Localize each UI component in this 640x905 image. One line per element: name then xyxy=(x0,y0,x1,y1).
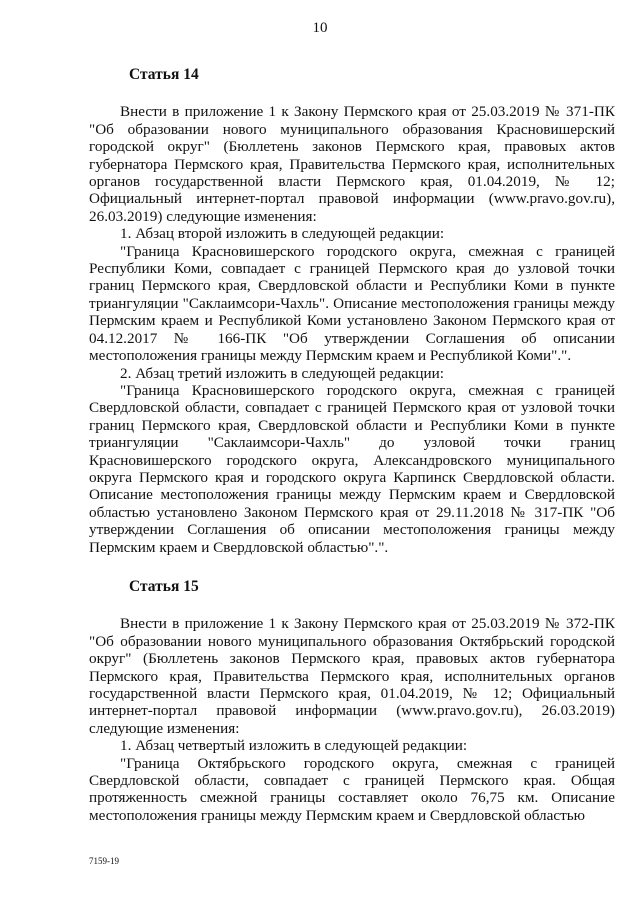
document-body xyxy=(89,66,615,824)
article-14 xyxy=(89,66,615,556)
article-15 xyxy=(89,578,615,824)
article-15-item-1-text: "Граница Октябрьского городского округа, смежная с границей Свердловской области, совпадает с границей Пермского края. Общая протяженность смежной границы составляет около 76,75 км. Описание местоположения границы между Пермским краем и Свердловской областью xyxy=(89,754,615,824)
article-14-item-2-text: "Граница Красновишерского городского округа, смежная с границей Свердловской области, совпадает с границей Пермского края от узловой точки границ Пермского края, Свердловской области и Республики Коми в пункте триангуляции "Саклаимсори-Чахль" до узловой точки границ Красновишерского городского округа, Александровского муниципального округа Пермского края и городского округа Карпинск Свердловской области. Описание местоположения границы между Пермским краем и Свердловской областью установлено Законом Пермского края от 29.11.2018 № 317-ПК "Об утверждении Соглашения об описании местоположения границы между Пермским краем и Свердловской областью".". xyxy=(89,381,615,556)
article-heading: Статья 14 xyxy=(129,66,199,83)
article-14-item-1: 1. Абзац второй изложить в следующей редакции: xyxy=(120,225,445,243)
article-15-item-1: 1. Абзац четвертый изложить в следующей редакции: xyxy=(120,737,468,755)
document-code: 7159-19 xyxy=(89,856,119,866)
article-14-item-2: 2. Абзац третий изложить в следующей редакции: xyxy=(120,364,444,382)
article-14-intro: Внести в приложение 1 к Закону Пермского края от 25.03.2019 № 371-ПК "Об образовании нового муниципального образования Красновишерский городской округ" (Бюллетень законов Пермского края, правовых актов губернатора Пермского края, Правительства Пермского края, исполнительных органов государственной власти Пермского края, 01.04.2019, № 12; Официальный интернет-портал правовой информации (www.pravo.gov.ru), 26.03.2019) следующие изменения: xyxy=(89,103,615,225)
page-number: 10 xyxy=(312,20,328,36)
article-14-item-1-text: "Граница Красновишерского городского округа, смежная с границей Республики Коми, совпадает с границей Пермского края до узловой точки границ Пермского края, Свердловской области и Республики Коми в пункте триангуляции "Саклаимсори-Чахль". Описание местоположения границы между Пермским краем и Республикой Коми установлено Законом Пермского края от 04.12.2017 № 166-ПК "Об утверждении Соглашения об описании местоположения границы между Пермским краем и Республикой Коми".". xyxy=(89,242,615,365)
article-heading: Статья 15 xyxy=(129,577,199,595)
article-15-intro: Внести в приложение 1 к Закону Пермского края от 25.03.2019 № 372-ПК "Об образовании нового муниципального образования Октябрьский городской округ" (Бюллетень законов Пермского края, правовых актов губернатора Пермского края, Правительства Пермского края, исполнительных органов государственной власти Пермского края, 01.04.2019, № 12; Официальный интернет-портал правовой информации (www.pravo.gov.ru), 26.03.2019) следующие изменения: xyxy=(89,615,615,737)
